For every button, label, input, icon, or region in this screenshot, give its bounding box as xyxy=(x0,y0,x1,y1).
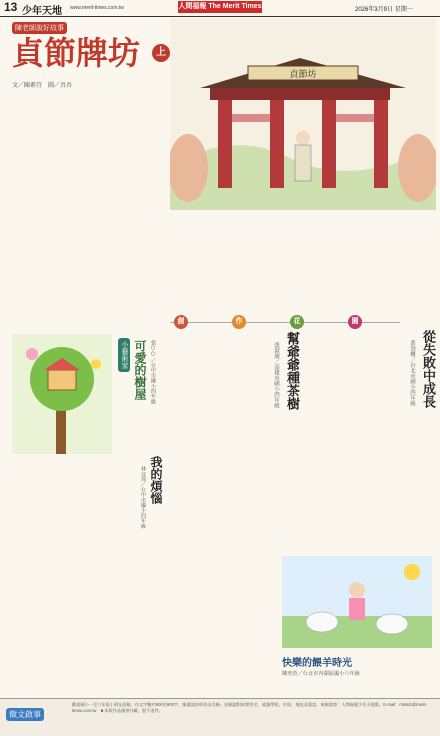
art-feature-title: 可愛的樹屋 xyxy=(133,340,147,400)
article-tea-author: 張淑瑜／高雄市國小四年級 xyxy=(273,342,279,408)
story-body xyxy=(12,88,164,328)
article-tea-body-continued xyxy=(170,556,274,694)
article-growth-author: 黃羽姍／台北市國小四年級 xyxy=(409,340,415,406)
band-char-2: 作 xyxy=(232,315,246,329)
feeding-sheep-artwork xyxy=(282,556,432,648)
article-tea-title: 幫爺爺種茶樹 xyxy=(284,332,299,410)
story-byline: 文／陳素宜 圖／吾吾 xyxy=(12,83,73,89)
arch-plaque-text: 貞節坊 xyxy=(289,70,317,80)
bottom-art-title: 快樂的餵羊時光 xyxy=(282,658,352,669)
brand-logo: 人間福報 The Merit Times xyxy=(178,1,262,13)
band-line xyxy=(170,322,400,323)
art-feature-label: 小藝術家 xyxy=(118,338,130,372)
article-growth-body xyxy=(300,338,404,553)
art-feature-author: 張○○／台中市國小四年級 xyxy=(150,340,156,404)
band-char-3: 花 xyxy=(290,315,304,329)
issue-date: 2026年3月9日 星期一 xyxy=(355,7,413,13)
footer-notice: 歡迎國小一至六年級小朋友投稿，作文字數約500至800字，繪畫請註明作品名稱。投稿請附真實姓名、就讀學校、年級、地址及電話，來稿請寄：人間福報少年天地版。E-mail：mtsat1@merit-times.com.tw ■ 本版作品僅供刊載，恕不退件。 xyxy=(72,702,427,713)
archway-illustration xyxy=(170,18,436,210)
band-char-4: 園 xyxy=(348,315,362,329)
band-char-1: 創 xyxy=(174,315,188,329)
bottom-art-author: 陳奕萱／台北市內湖區國小六年級 xyxy=(282,671,360,677)
article-worry-title: 我的煩惱 xyxy=(149,456,163,504)
story-body-continued xyxy=(170,214,390,302)
site-url[interactable]: www.merit-times.com.tw xyxy=(70,5,124,11)
page-number: 13 xyxy=(4,0,18,14)
footer-label: 徵文啟事 xyxy=(6,708,44,721)
article-growth-title: 從失敗中成長 xyxy=(420,330,435,408)
article-worry-author: 林宜霈／台中市國小四年級 xyxy=(140,466,146,529)
story-part-badge: 上 xyxy=(152,44,170,62)
column-label: 陳老師說好故事 xyxy=(12,22,67,34)
section-title: 少年天地 xyxy=(22,6,62,17)
article-worry-body xyxy=(12,458,136,694)
article-tea-body xyxy=(170,338,268,553)
treehouse-artwork xyxy=(12,334,112,454)
story-title: 貞節牌坊 xyxy=(12,34,141,72)
